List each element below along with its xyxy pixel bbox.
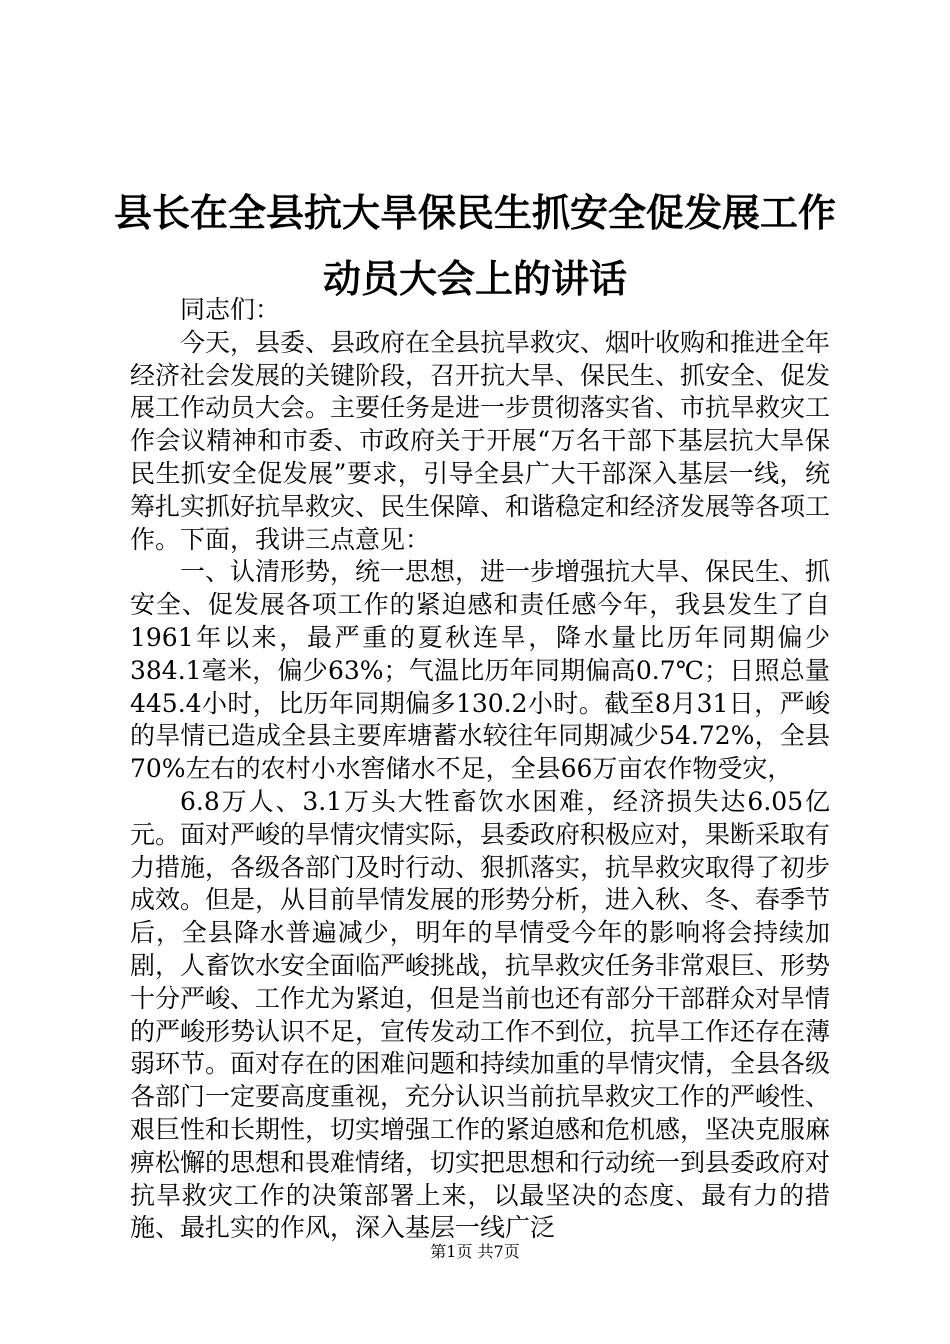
document-title: 县长在全县抗大旱保民生抓安全促发展工作动员大会上的讲话 — [113, 190, 836, 301]
section-one-paragraph: 一、认清形势，统一思想，进一步增强抗大旱、保民生、抓安全、促发展各项工作的紧迫感和责任感今年，我县发生了自1961年以来，最严重的夏秋连旱，降水量比历年同期偏少384.1毫米，偏少63%；气温比历年同期偏高0.7℃；日照总量445.4小时，比历年同期偏多130.2小时。截至8月31日，严峻的旱情已造成全县主要库塘蓄水较往年同期减少54.72%，全县70%左右的农村小水窖储水不足，全县66万亩农作物受灾， — [130, 557, 831, 784]
salutation-paragraph: 同志们： — [180, 295, 281, 324]
intro-paragraph: 今天，县委、县政府在全县抗旱救灾、烟叶收购和推进全年经济社会发展的关键阶段，召开抗大旱、保民生、抓安全、促发展工作动员大会。主要任务是进一步贯彻落实省、市抗旱救灾工作会议精神和市委、市政府关于开展“万名干部下基层抗大旱保民生抓安全促发展”要求，引导全县广大干部深入基层一线，统筹扎实抓好抗旱救灾、民生保障、和谐稳定和经济发展等各项工作。下面，我讲三点意见： — [130, 327, 831, 554]
page-number-footer: 第1页 共7页 — [430, 1242, 520, 1261]
drought-impact-paragraph: 6.8万人、3.1万头大牲畜饮水困难，经济损失达6.05亿元。面对严峻的旱情灾情实际，县委政府积极应对，果断采取有力措施，各级各部门及时行动、狠抓落实，抗旱救灾取得了初步成效。但是，从目前旱情发展的形势分析，进入秋、冬、春季节后，全县降水普遍减少，明年的旱情受今年的影响将会持续加剧，人畜饮水安全面临严峻挑战，抗旱救灾任务非常艰巨、形势十分严峻、工作尤为紧迫，但是当前也还有部分干部群众对旱情的严峻形势认识不足，宣传发动工作不到位，抗旱工作还存在薄弱环节。面对存在的困难问题和持续加重的旱情灾情，全县各级各部门一定要高度重视，充分认识当前抗旱救灾工作的严峻性、艰巨性和长期性，切实增强工作的紧迫感和危机感，坚决克服麻痹松懈的思想和畏难情绪，切实把思想和行动统一到县委政府对抗旱救灾工作的决策部署上来，以最坚决的态度、最有力的措施、最扎实的作风，深入基层一线广泛 — [130, 786, 831, 1243]
document-body — [130, 294, 830, 1245]
